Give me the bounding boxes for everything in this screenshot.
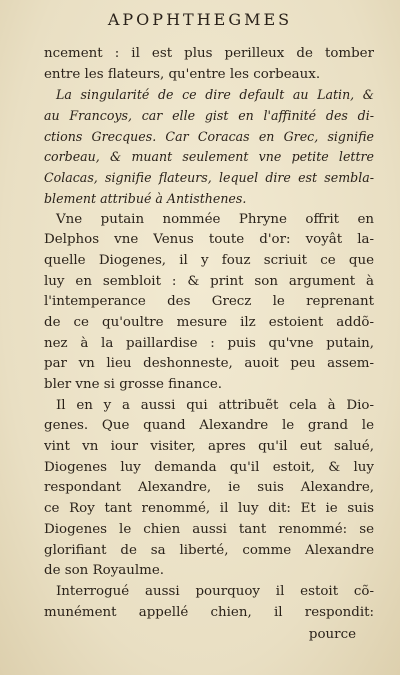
page-body-text (44, 44, 374, 623)
text-line: ctions Grecques. Car Coracas en Grec, signifie (44, 128, 374, 144)
text-line: bler vne si grosse finance. (44, 377, 223, 392)
text-line: ncement : il est plus perilleux de tomber (44, 46, 374, 61)
text-line: Vne putain nommée Phryne offrit en (56, 211, 374, 227)
text-line: de son Royaulme. (44, 563, 165, 579)
text-line: de ce qu'oultre mesure ilz estoient addõ- (44, 314, 374, 330)
text-line: genes. Que quand Alexandre le grand le (44, 418, 374, 434)
text-line: Diogenes luy demanda qu'il estoit, & luy (44, 459, 374, 475)
text-line: au Francoys, car elle gist en l'affinité des di- (44, 108, 374, 124)
text-line: blement attribué à Antisthenes. (44, 190, 247, 206)
text-line: glorifiant de sa liberté, comme Alexandre (44, 542, 374, 558)
text-line: respondant Alexandre, ie suis Alexandre, (44, 480, 374, 496)
running-header: APOPHTHEGMES (107, 10, 293, 29)
text-line: luy en sembloit : & print son argument à (44, 273, 374, 289)
text-line: Il en y a aussi qui attribuẽt cela à Dio- (56, 397, 374, 413)
catchword: pource (308, 627, 356, 642)
text-line: La singularité de ce dire default au Latin, & (56, 87, 374, 103)
text-line: vint vn iour visiter, apres qu'il eut salué, (44, 439, 374, 455)
text-line: ce Roy tant renommé, il luy dit: Et ie suis (44, 501, 374, 517)
text-line: l'intemperance des Grecz le reprenant (44, 294, 374, 310)
text-line: entre les flateurs, qu'entre les corbeaux. (44, 66, 321, 82)
text-line: quelle Diogenes, il y fouz scriuit ce que (44, 252, 374, 268)
text-line: corbeau, & muant seulement vne petite lettre (44, 149, 374, 165)
text-line: Colacas, signifie flateurs, lequel dire est sembla- (44, 170, 374, 186)
text-line: nez à la paillardise : puis qu'vne putain, (44, 335, 374, 351)
text-line: munément appellé chien, il respondit: (44, 604, 374, 620)
text-line: Interrogué aussi pourquoy il estoit cõ- (56, 583, 374, 599)
text-line: Delphos vne Venus toute d'or: voyât la- (44, 232, 374, 248)
text-line: Diogenes le chien aussi tant renommé: se (44, 521, 374, 537)
text-line: par vn lieu deshonneste, auoit peu assem- (44, 356, 374, 372)
